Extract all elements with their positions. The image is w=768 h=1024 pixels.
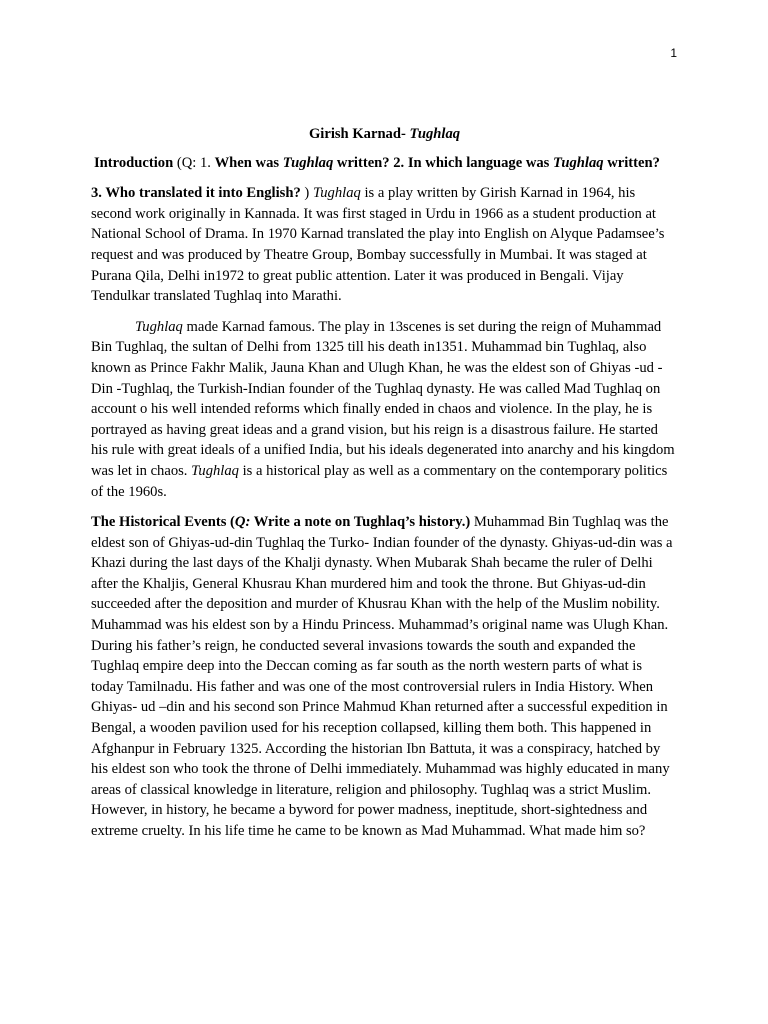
question-3: 3. Who translated it into English? — [91, 185, 301, 202]
intro-question-open: (Q: 1. — [173, 154, 215, 171]
document-body — [91, 124, 678, 852]
intro-question-1e: written? — [603, 154, 660, 171]
page-number: 1 — [670, 46, 677, 60]
question-close: ) — [300, 185, 313, 202]
intro-question-1a: When was — [214, 154, 283, 171]
historical-question-label: Q: — [234, 514, 251, 531]
intro-question-1d: Tughlaq — [553, 154, 604, 171]
intro-question-1c: written? 2. In which language was — [333, 154, 553, 171]
paragraph-translation — [91, 183, 678, 307]
paragraph-overview-text-b: is a historical play as well as a commentary on the contemporary politics of the 1960s. — [91, 462, 668, 500]
introduction-heading: Introduction — [94, 154, 174, 171]
play-title-italic: Tughlaq — [135, 318, 183, 335]
play-title-italic: Tughlaq — [191, 462, 239, 479]
paragraph-overview-text-a: made Karnad famous. The play in 13scenes is set during the reign of Muhammad Bin Tughlaq, the sultan of Delhi from 1325 till his death in1351. Muhammad bin Tughlaq, also known as Prince Fakhr Malik, Jauna Khan and Ulugh Khan, he was the eldest son of Ghiyas -ud -Din -Tughlaq, the Turkish-Indian founder of the Tughlaq dynasty. He was called Mad Tughlaq on account o his well intended reforms which finally ended in chaos and violence. In the play, he is portrayed as having great ideas and a grand vision, but his reign is a disastrous failure. He started his rule with great ideals of a unified India, but his ideals degenerated into anarchy and his kingdom was let in chaos. — [91, 318, 675, 479]
historical-question-text: Write a note on Tughlaq’s history.) — [250, 514, 471, 531]
historical-events-heading: The Historical Events — [91, 514, 227, 531]
paragraph-translation-text: is a play written by Girish Karnad in 1964, his second work originally in Kannada. It was first staged in Urdu in 1966 as a student production at National School of Drama. In 1970 Karnad translated the play into English on Alyque Padamsee’s request and was produced by Theatre Group, Bombay successfully in Mumbai. It was staged at Purana Qila, Delhi in1972 to great public attention. Later it was produced in Bengali. Vijay Tendulkar translated Tughlaq into Marathi. — [91, 185, 665, 305]
paragraph-overview — [91, 317, 678, 502]
play-title-italic: Tughlaq — [312, 185, 361, 202]
document-title — [91, 124, 678, 145]
intro-question-1b: Tughlaq — [282, 154, 334, 171]
title-author: Girish Karnad- — [308, 126, 410, 142]
paragraph-historical-events — [91, 512, 678, 842]
title-work: Tughlaq — [409, 126, 461, 142]
paragraph-historical-text: Muhammad Bin Tughlaq was the eldest son of Ghiyas-ud-din Tughlaq the Turko- Indian founder of the dynasty. Ghiyas-ud-din was a Khazi during the last days of the Khalji dynasty. When Mubarak Shah became the ruler of Delhi after the Khaljis, General Khusrau Khan murdered him and took the throne. But Ghiyas-ud-din succeeded after the deposition and murder of Khusrau Khan with the help of the Muslim nobility. Muhammad was his eldest son by a Hindu Princess. Muhammad’s original name was Ulugh Khan. During his father’s reign, he conducted several invasions towards the south and expanded the Tughlaq empire deep into the Deccan coming as far south as the north western parts of what is today Tamilnadu. His father and was one of the most controversial rulers in India History. When Ghiyas- ud –din and his second son Prince Mahmud Khan returned after a successful expedition in Bengal, a wooden pavilion used for his reception collapsed, killing them both. This happened in Afghanpur in February 1325. According the historian Ibn Battuta, it was a conspiracy, hatched by his eldest son who took the throne of Delhi immediately. Muhammad was highly educated in many areas of classical knowledge in literature, religion and philosophy. Tughlaq was a strict Muslim. However, in history, he became a byword for power madness, ineptitude, short-sightedness and extreme cruelty. In his life time he came to be known as Mad Muhammad. What made him so? — [91, 514, 673, 839]
introduction-paragraph — [91, 153, 678, 174]
historical-question-open: ( — [226, 514, 235, 531]
